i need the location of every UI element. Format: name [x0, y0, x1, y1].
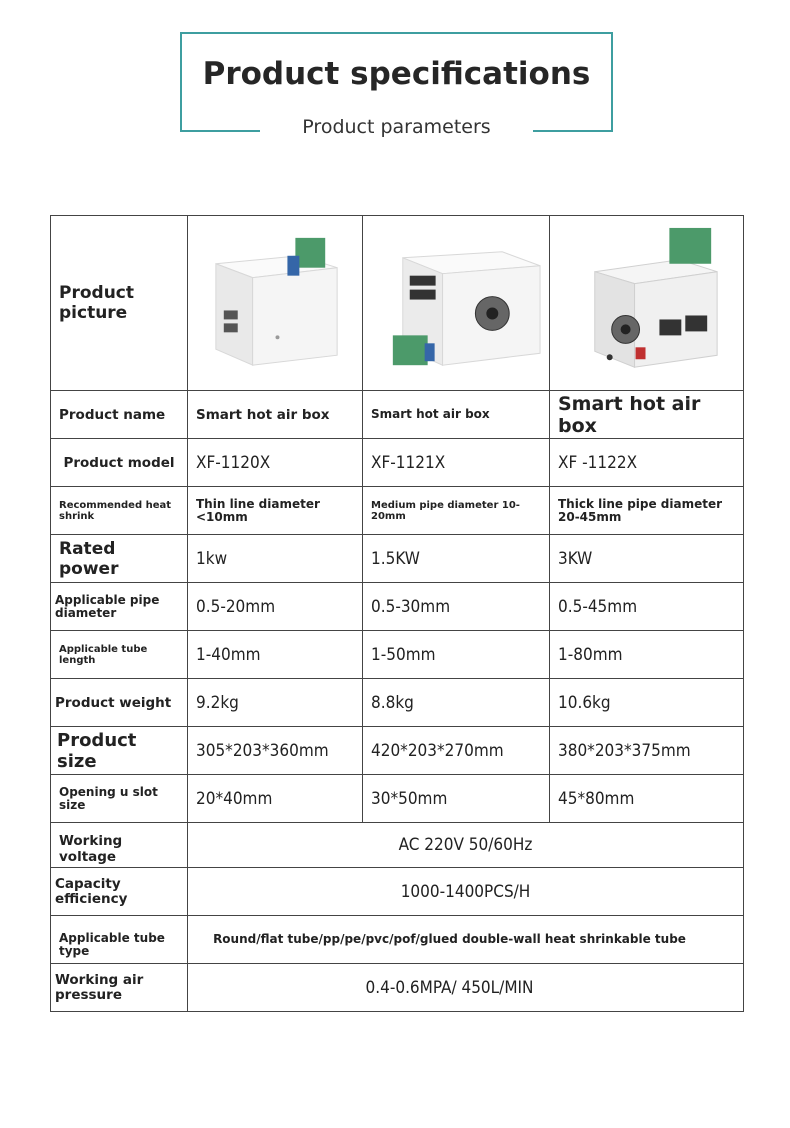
cell-value: Smart hot air box [188, 391, 363, 439]
cell-value: 3KW [550, 535, 744, 583]
row-label: Applicable tube type [51, 916, 188, 964]
table-row [51, 439, 744, 487]
cell-value: 10.6kg [550, 679, 744, 727]
cell-value: 20*40mm [188, 775, 363, 823]
header-frame-top [180, 32, 613, 34]
cell-value: 380*203*375mm [550, 727, 744, 775]
row-label: Working air pressure [51, 964, 188, 1012]
table-row [51, 679, 744, 727]
row-label: Product weight [51, 679, 188, 727]
cell-value: 305*203*360mm [188, 727, 363, 775]
cell-value: XF-1120X [188, 439, 363, 487]
table-row [51, 487, 744, 535]
cell-value: 1-50mm [363, 631, 550, 679]
cell-value: 0.5-20mm [188, 583, 363, 631]
table-row [51, 916, 744, 964]
table-row [51, 868, 744, 916]
row-label: Product model [51, 439, 188, 487]
table-row [51, 631, 744, 679]
spec-table [50, 215, 744, 1012]
row-label: Product size [51, 727, 188, 775]
picture-label-text: Product picture [59, 283, 134, 324]
table-row [51, 583, 744, 631]
cell-value: 30*50mm [363, 775, 550, 823]
row-label: Recommended heat shrink [51, 487, 188, 535]
cell-value: Thick line pipe diameter 20-45mm [550, 487, 744, 535]
row-label: Capacity efficiency [51, 868, 188, 916]
product-image-xf1122x [550, 216, 744, 391]
cell-value: Medium pipe diameter 10-20mm [363, 487, 550, 535]
cell-value: Thin line diameter <10mm [188, 487, 363, 535]
row-label-picture [51, 216, 188, 391]
cell-value: Smart hot air box [363, 391, 550, 439]
cell-value: XF-1121X [363, 439, 550, 487]
cell-value: 0.4-0.6MPA/ 450L/MIN [188, 964, 744, 1012]
cell-value: 0.5-30mm [363, 583, 550, 631]
machine-illustration-1 [188, 216, 362, 390]
page-subtitle: Product parameters [302, 116, 491, 138]
table-row [51, 535, 744, 583]
row-label: Applicable tube length [51, 631, 188, 679]
cell-value: 420*203*270mm [363, 727, 550, 775]
row-label: Product name [51, 391, 188, 439]
cell-value: 1000-1400PCS/H [188, 868, 744, 916]
row-label: Rated power [51, 535, 188, 583]
row-label: Working voltage [51, 823, 188, 868]
page-header [180, 32, 613, 138]
cell-value: 1-80mm [550, 631, 744, 679]
row-label: Applicable pipe diameter [51, 583, 188, 631]
table-row-picture [51, 216, 744, 391]
cell-value: 1kw [188, 535, 363, 583]
cell-value: 9.2kg [188, 679, 363, 727]
cell-value: 1-40mm [188, 631, 363, 679]
row-label: Opening u slot size [51, 775, 188, 823]
cell-value: 0.5-45mm [550, 583, 744, 631]
machine-illustration-3 [550, 216, 743, 390]
product-image-xf1120x [188, 216, 363, 391]
cell-value: Round/flat tube/pp/pe/pvc/pof/glued double-wall heat shrinkable tube [188, 916, 744, 964]
table-row [51, 964, 744, 1012]
machine-illustration-2 [363, 216, 549, 390]
cell-value: XF -1122X [550, 439, 744, 487]
page-title: Product specifications [202, 56, 591, 92]
table-row [51, 727, 744, 775]
cell-value: AC 220V 50/60Hz [188, 823, 744, 868]
cell-value: 45*80mm [550, 775, 744, 823]
cell-value: 8.8kg [363, 679, 550, 727]
product-image-xf1121x [363, 216, 550, 391]
table-row [51, 391, 744, 439]
cell-value: 1.5KW [363, 535, 550, 583]
table-row [51, 775, 744, 823]
table-row [51, 823, 744, 868]
cell-value: Smart hot air box [550, 391, 744, 439]
